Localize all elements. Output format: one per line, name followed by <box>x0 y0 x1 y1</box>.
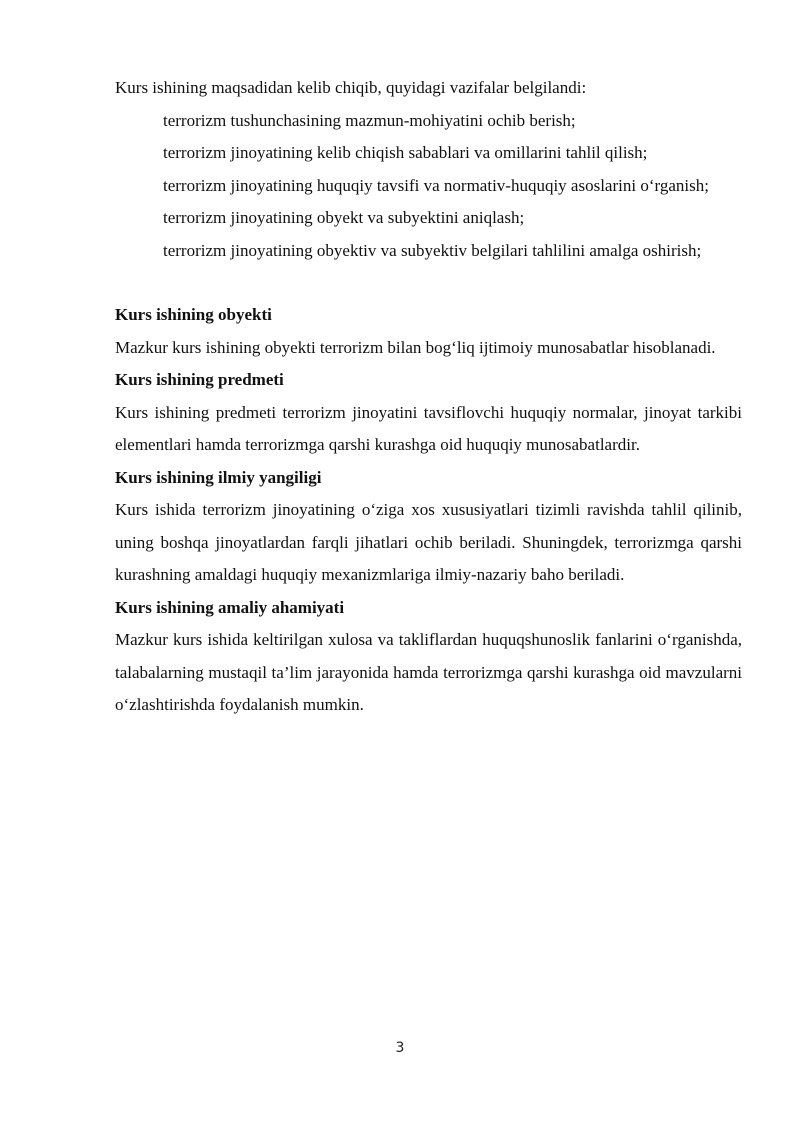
task-item: terrorizm jinoyatining obyekt va subyektini aniqlash; <box>163 208 525 227</box>
page-number: 3 <box>395 1040 405 1056</box>
section-spacer <box>115 267 742 299</box>
section-body: Kurs ishida terrorizm jinoyatining o‘ziga xos xususiyatlari tizimli ravishda tahlil qilinib, uning boshqa jinoyatlardan farqli jihatlari ochib beriladi. Shuningdek, terrorizmga qarshi kurashning amaldagi huquqiy mexanizmlariga ilmiy-nazariy baho beriladi. <box>115 500 742 584</box>
task-item: terrorizm tushunchasining mazmun-mohiyatini ochib berish; <box>163 110 576 130</box>
section-body: Mazkur kurs ishida keltirilgan xulosa va takliflardan huquqshunoslik fanlarini o‘rganishda, talabalarning mustaqil ta’lim jarayonida hamda terrorizmga qarshi kurashga oid mavzularni o‘zlashtirishda foydalanish mumkin. <box>115 630 742 714</box>
section-body: Kurs ishining predmeti terrorizm jinoyatini tavsiflovchi huquqiy normalar, jinoyat tarkibi elementlari hamda terrorizmga qarshi kurashga oid huquqiy munosabatlardir. <box>115 402 742 454</box>
task-item: terrorizm jinoyatining obyektiv va subyektiv belgilari tahlilini amalga oshirish; <box>163 240 702 260</box>
task-item: terrorizm jinoyatining kelib chiqish sabablari va omillarini tahlil qilish; <box>163 143 648 162</box>
task-list <box>115 105 742 268</box>
page-content <box>115 72 742 722</box>
section-heading: Kurs ishining obyekti <box>115 305 272 324</box>
section-heading: Kurs ishining predmeti <box>115 370 284 389</box>
section-heading: Kurs ishining ilmiy yangiligi <box>115 467 322 487</box>
section-body: Mazkur kurs ishining obyekti terrorizm bilan bog‘liq ijtimoiy munosabatlar hisoblanadi. <box>115 337 716 357</box>
section-practical-significance <box>115 592 742 722</box>
section-heading: Kurs ishining amaliy ahamiyati <box>115 597 345 617</box>
section-object <box>115 299 742 364</box>
task-item: terrorizm jinoyatining huquqiy tavsifi va normativ-huquqiy asoslarini o‘rganish; <box>163 175 709 195</box>
section-subject <box>115 364 742 462</box>
intro-paragraph: Kurs ishining maqsadidan kelib chiqib, quyidagi vazifalar belgilandi: <box>115 78 587 97</box>
section-scientific-novelty <box>115 462 742 592</box>
